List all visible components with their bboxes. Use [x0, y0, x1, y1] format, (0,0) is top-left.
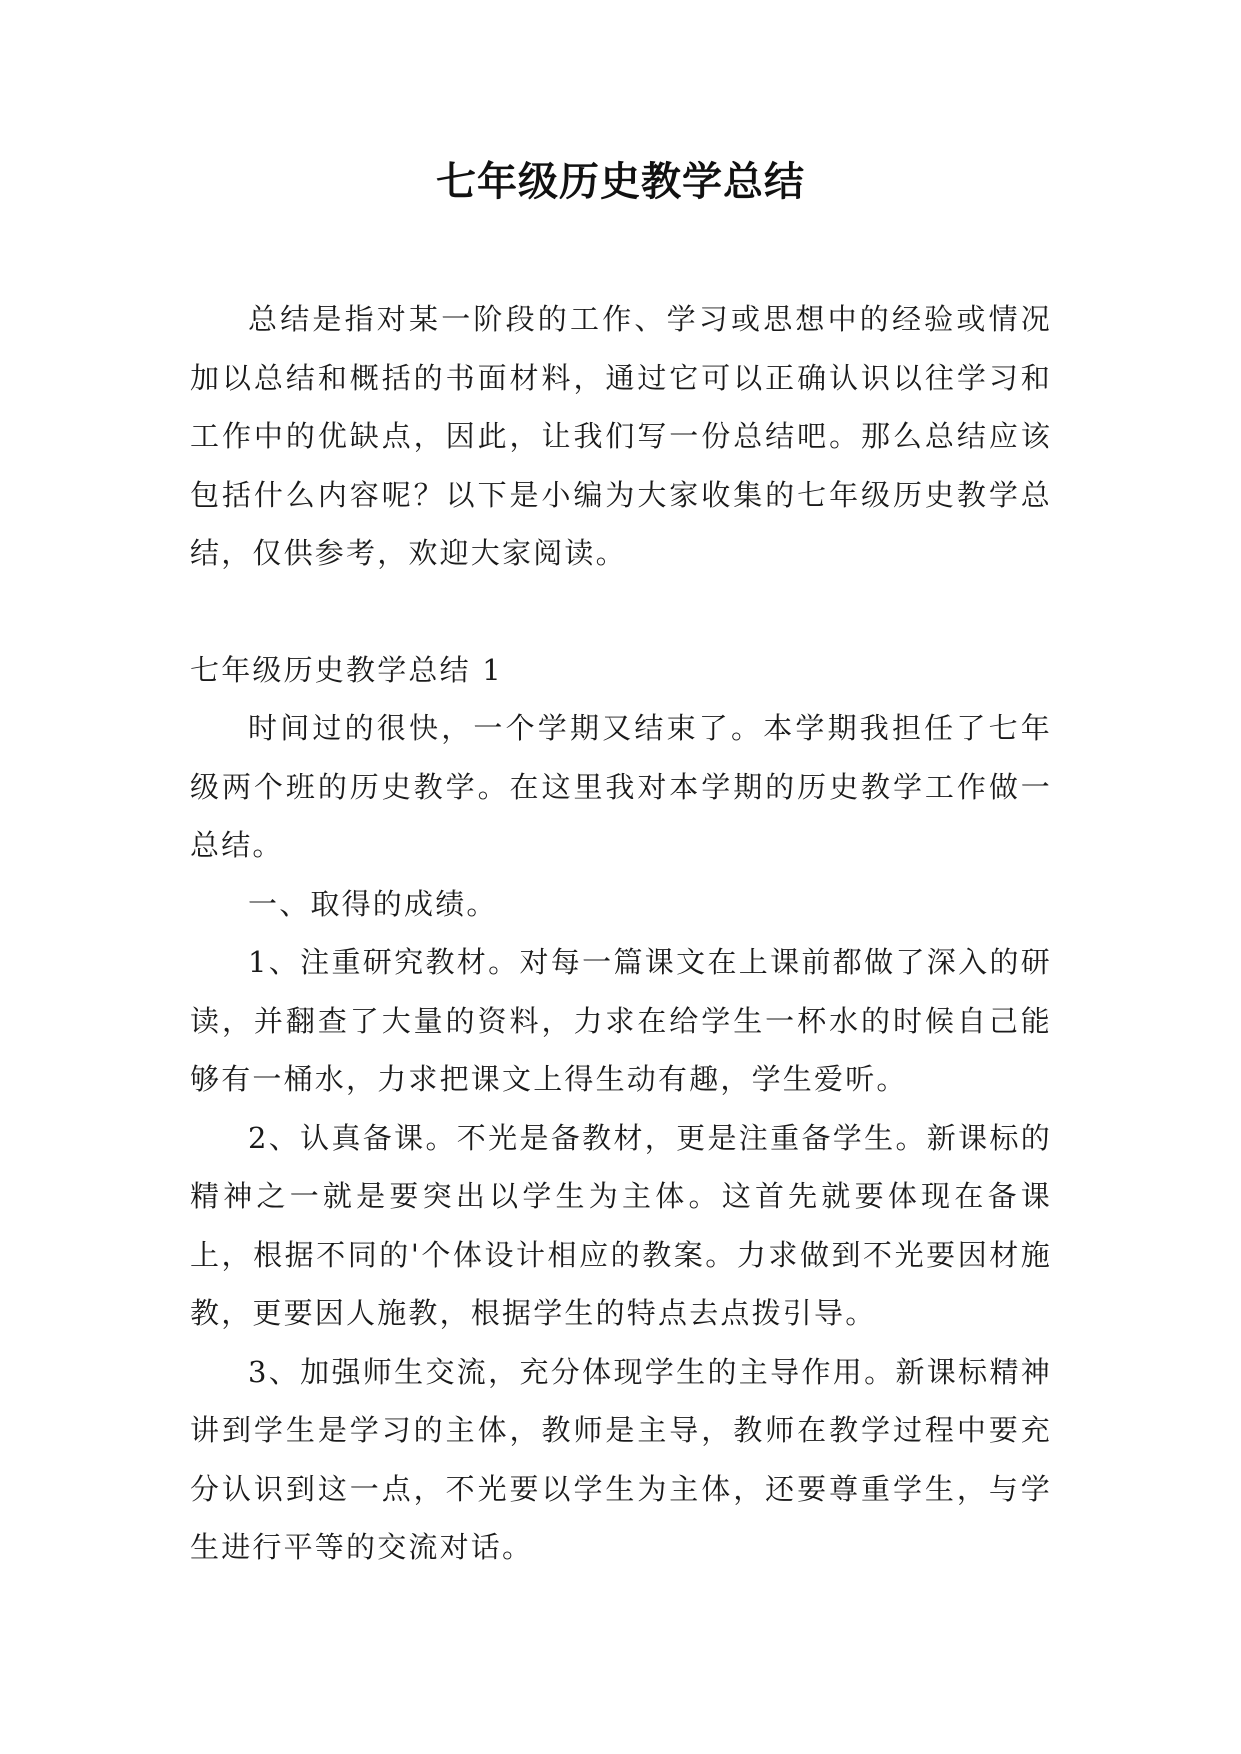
body-paragraph: 时间过的很快，一个学期又结束了。本学期我担任了七年级两个班的历史教学。在这里我对本学期的历史教学工作做一总结。: [190, 711, 1052, 862]
body-paragraph: 1、注重研究教材。对每一篇课文在上课前都做了深入的研读，并翻查了大量的资料，力求在给学生一杯水的时候自己能够有一桶水，力求把课文上得生动有趣，学生爱听。: [190, 945, 1052, 1096]
body-paragraph: 2、认真备课。不光是备教材，更是注重备学生。新课标的精神之一就是要突出以学生为主体。这首先就要体现在备课上，根据不同的'个体设计相应的教案。力求做到不光要因材施教，更要因人施教，根据学生的特点去点拨引导。: [190, 1120, 1052, 1330]
body-paragraph: 3、加强师生交流，充分体现学生的主导作用。新课标精神讲到学生是学习的主体，教师是主导，教师在教学过程中要充分认识到这一点，不光要以学生为主体，还要尊重学生，与学生进行平等的交流对话。: [190, 1354, 1052, 1564]
intro-paragraph: 总结是指对某一阶段的工作、学习或思想中的经验或情况加以总结和概括的书面材料，通过它可以正确认识以往学习和工作中的优缺点，因此，让我们写一份总结吧。那么总结应该包括什么内容呢？以下是小编为大家收集的七年级历史教学总结，仅供参考，欢迎大家阅读。: [190, 302, 1052, 570]
body-paragraph: 一、取得的成绩。: [248, 886, 498, 921]
document-body: [190, 290, 1052, 1577]
section-heading: 七年级历史教学总结 1: [190, 652, 503, 687]
document-title: 七年级历史教学总结: [436, 158, 805, 205]
section-spacer: [190, 583, 1052, 641]
